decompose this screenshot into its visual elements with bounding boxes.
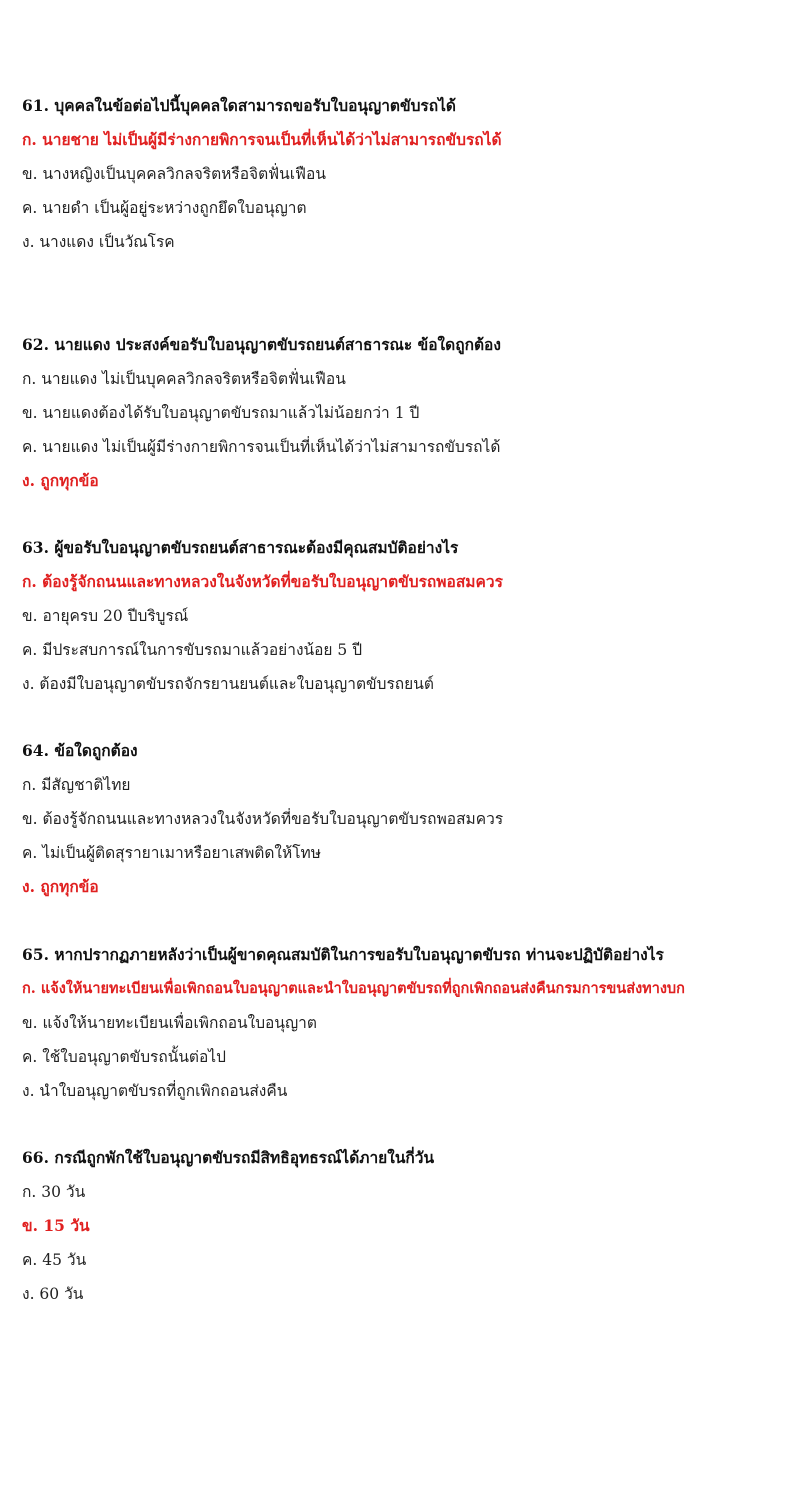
answer-choice: ค. นายดำ เป็นผู้อยู่ระหว่างถูกยึดใบอนุญาต	[22, 199, 307, 217]
answer-choice-correct: ข. 15 วัน	[22, 1216, 90, 1235]
answer-choice: ง. นางแดง เป็นวัณโรค	[22, 233, 175, 251]
answer-choice: ข. ต้องรู้จักถนนและทางหลวงในจังหวัดที่ขอรับใบอนุญาตขับรถพอสมควร	[22, 810, 504, 828]
answer-choice: ค. มีประสบการณ์ในการขับรถมาแล้วอย่างน้อย 5 ปี	[22, 641, 363, 659]
question-block-63	[22, 531, 792, 701]
question-block-62	[22, 328, 792, 498]
question-block-66	[22, 1141, 792, 1311]
answer-choice: ก. 30 วัน	[22, 1183, 86, 1201]
answer-choice: ข. นายแดงต้องได้รับใบอนุญาตขับรถมาแล้วไม่น้อยกว่า 1 ปี	[22, 404, 420, 422]
answer-choice: ข. อายุครบ 20 ปีบริบูรณ์	[22, 607, 189, 625]
answer-choice-correct: ง. ถูกทุกข้อ	[22, 877, 99, 896]
question-block-65	[22, 938, 792, 1108]
question-text: 64. ข้อใดถูกต้อง	[22, 741, 138, 760]
answer-choice: ก. มีสัญชาติไทย	[22, 776, 131, 794]
answer-choice-correct: ก. ต้องรู้จักถนนและทางหลวงในจังหวัดที่ขอรับใบอนุญาตขับรถพอสมควร	[22, 572, 503, 591]
question-text: 66. กรณีถูกพักใช้ใบอนุญาตขับรถมีสิทธิอุทธรณ์ได้ภายในกี่วัน	[22, 1148, 435, 1167]
answer-choice: ค. 45 วัน	[22, 1251, 87, 1269]
answer-choice: ง. 60 วัน	[22, 1285, 84, 1303]
answer-choice-correct: ง. ถูกทุกข้อ	[22, 471, 99, 490]
answer-choice: ก. นายแดง ไม่เป็นบุคคลวิกลจริตหรือจิตฟั่นเฟือน	[22, 370, 346, 388]
question-block-61	[22, 89, 792, 259]
answer-choice: ค. นายแดง ไม่เป็นผู้มีร่างกายพิการจนเป็นที่เห็นได้ว่าไม่สามารถขับรถได้	[22, 438, 501, 456]
answer-choice: ง. ต้องมีใบอนุญาตขับรถจักรยานยนต์และใบอนุญาตขับรถยนต์	[22, 675, 434, 693]
answer-choice-correct: ก. นายชาย ไม่เป็นผู้มีร่างกายพิการจนเป็นที่เห็นได้ว่าไม่สามารถขับรถได้	[22, 130, 502, 149]
question-text: 63. ผู้ขอรับใบอนุญาตขับรถยนต์สาธารณะต้องมีคุณสมบัติอย่างไร	[22, 538, 459, 557]
question-block-64	[22, 734, 792, 904]
answer-choice: ง. นำใบอนุญาตขับรถที่ถูกเพิกถอนส่งคืน	[22, 1082, 288, 1100]
question-text: 61. บุคคลในข้อต่อไปนี้บุคคลใดสามารถขอรับใบอนุญาตขับรถได้	[22, 96, 456, 115]
answer-choice: ค. ไม่เป็นผู้ติดสุรายาเมาหรือยาเสพติดให้โทษ	[22, 844, 321, 862]
answer-choice-correct: ก. แจ้งให้นายทะเบียนเพื่อเพิกถอนใบอนุญาตและนำใบอนุญาตขับรถที่ถูกเพิกถอนส่งคืนกรมการขนส่งทางบก	[22, 980, 685, 997]
answer-choice: ค. ใช้ใบอนุญาตขับรถนั้นต่อไป	[22, 1048, 226, 1066]
question-text: 65. หากปรากฏภายหลังว่าเป็นผู้ขาดคุณสมบัติในการขอรับใบอนุญาตขับรถ ท่านจะปฏิบัติอย่างไร	[22, 945, 664, 964]
question-text: 62. นายแดง ประสงค์ขอรับใบอนุญาตขับรถยนต์สาธารณะ ข้อใดถูกต้อง	[22, 335, 501, 354]
answer-choice: ข. นางหญิงเป็นบุคคลวิกลจริตหรือจิตฟั่นเฟือน	[22, 165, 326, 183]
answer-choice: ข. แจ้งให้นายทะเบียนเพื่อเพิกถอนใบอนุญาต	[22, 1014, 317, 1032]
